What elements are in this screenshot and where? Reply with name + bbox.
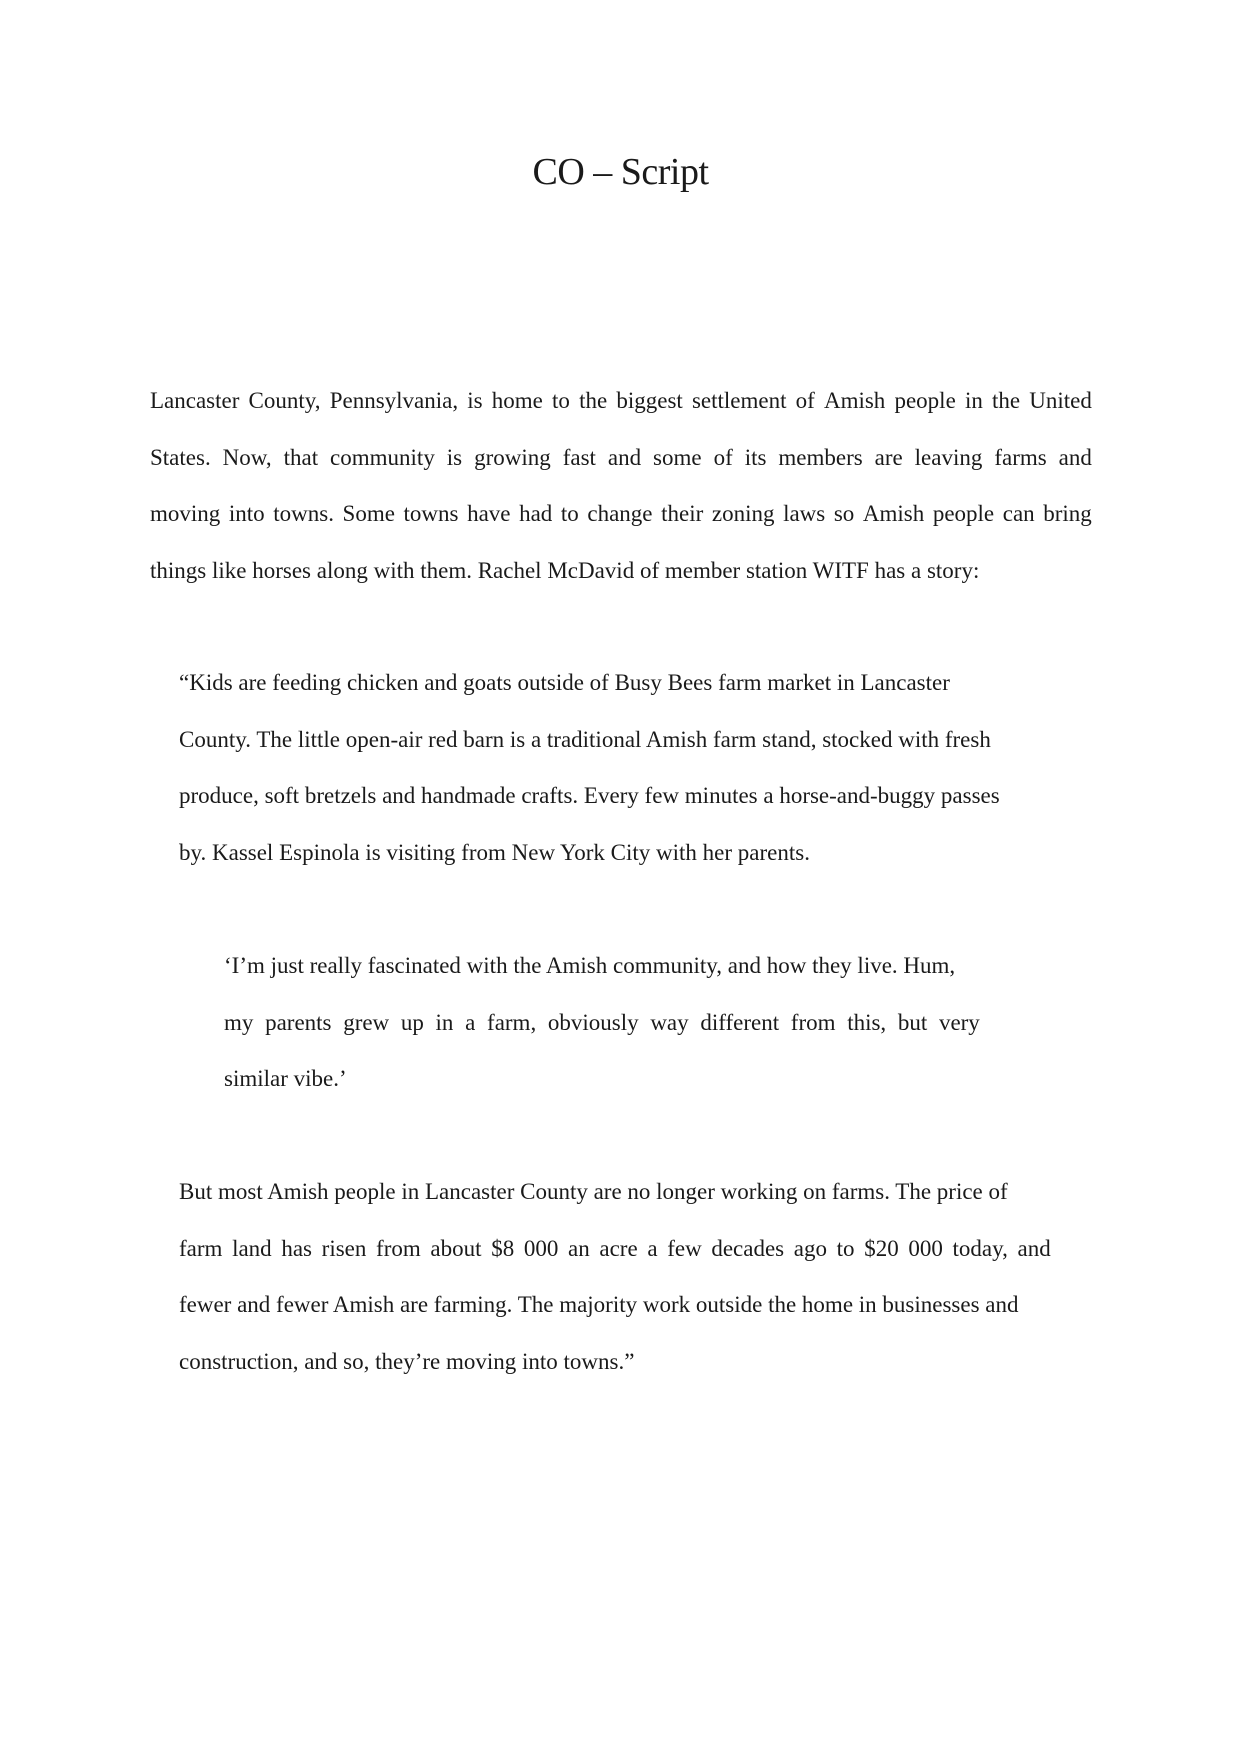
intro-line: things like horses along with them. Rachel McDavid of member station WITF has a story: (150, 557, 980, 583)
intro-line: Lancaster County, Pennsylvania, is home to the biggest settlement of Amish people in the United (150, 388, 1092, 413)
interview-quote-line: similar vibe.’ (224, 1066, 347, 1091)
interview-quote-line: ‘I’m just really fascinated with the Amish community, and how they live. Hum, (224, 953, 956, 978)
closing-line: farm land has risen from about $8 000 an acre a few decades ago to $20 000 today, and (179, 1235, 1051, 1261)
report-quote-line: “Kids are feeding chicken and goats outside of Busy Bees farm market in Lancaster (179, 670, 950, 695)
report-quote-line: by. Kassel Espinola is visiting from New York City with her parents. (179, 839, 810, 865)
closing-paragraph (179, 1164, 1051, 1390)
closing-line: construction, and so, they’re moving into towns.” (179, 1348, 635, 1374)
document-title: CO – Script (532, 151, 709, 193)
intro-paragraph (150, 373, 1092, 599)
report-quote-paragraph (179, 655, 1051, 881)
intro-line: States. Now, that community is growing fast and some of its members are leaving farms and (150, 444, 1092, 470)
intro-line: moving into towns. Some towns have had to change their zoning laws so Amish people can bring (150, 501, 1092, 526)
interview-quote-line: my parents grew up in a farm, obviously way different from this, but very (224, 1009, 980, 1035)
closing-line: fewer and fewer Amish are farming. The majority work outside the home in businesses and (179, 1292, 1019, 1317)
report-quote-line: produce, soft bretzels and handmade crafts. Every few minutes a horse-and-buggy passes (179, 783, 1000, 808)
closing-line: But most Amish people in Lancaster County are no longer working on farms. The price of (179, 1179, 1008, 1204)
interview-quote-paragraph (224, 938, 980, 1108)
report-quote-line: County. The little open-air red barn is a traditional Amish farm stand, stocked with fresh (179, 726, 991, 752)
